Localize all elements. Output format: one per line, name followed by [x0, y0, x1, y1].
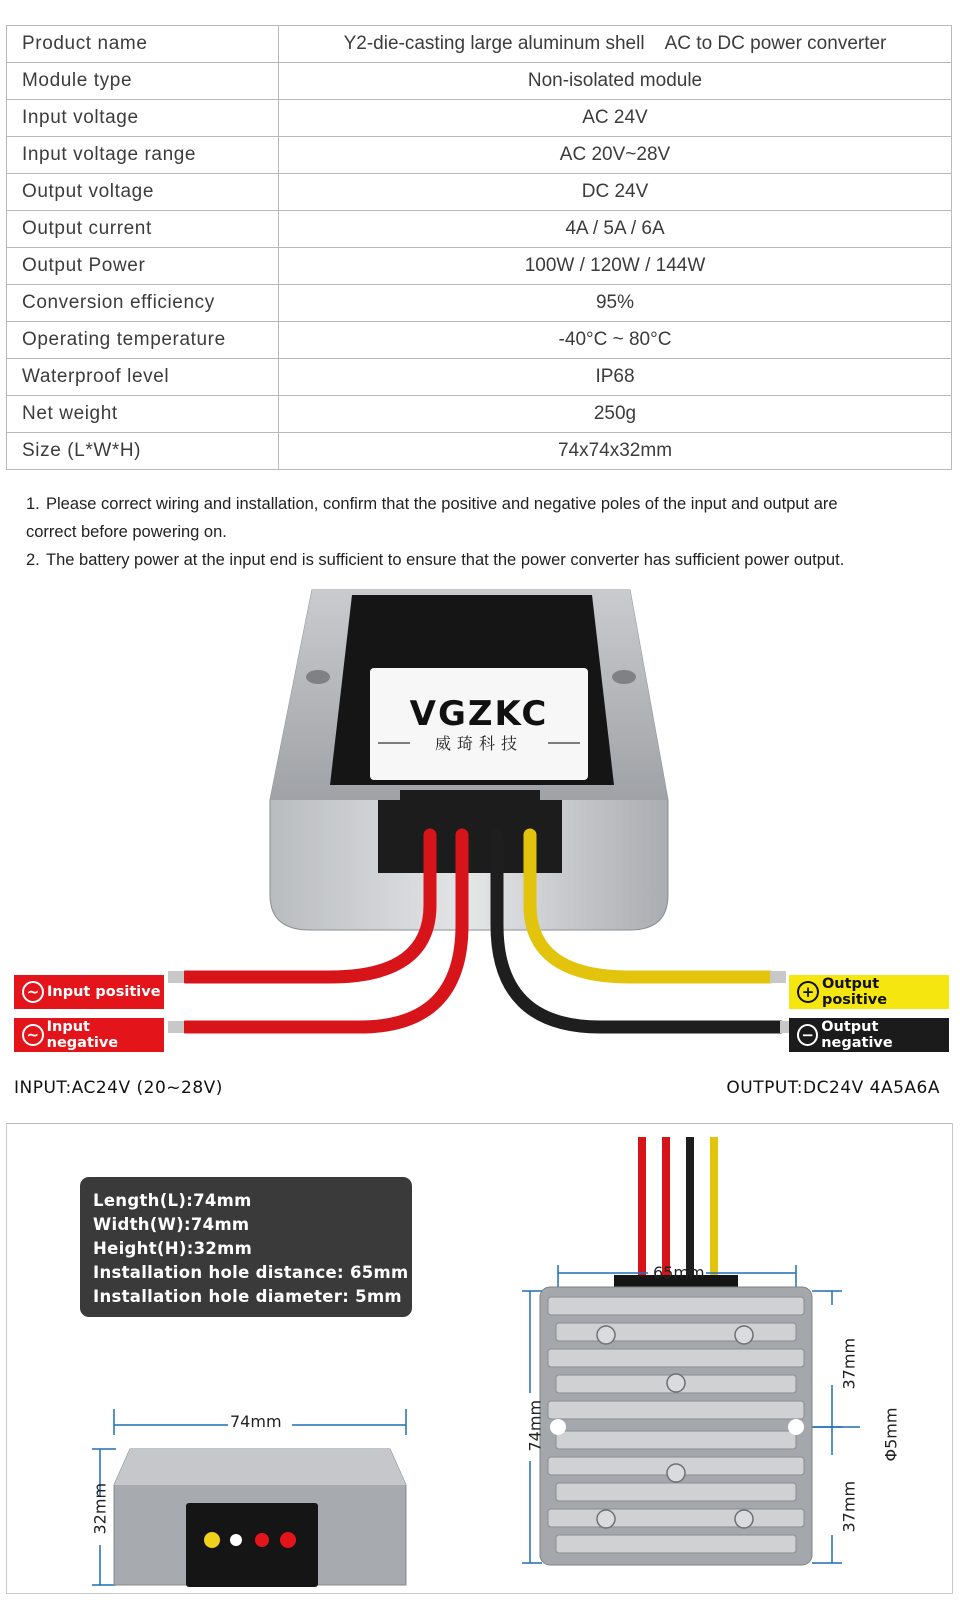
frame-line: [952, 1123, 953, 1593]
dim-length: Length(L):74mm: [93, 1191, 252, 1210]
spec-value: Non-isolated module: [279, 63, 952, 100]
spec-value: AC 24V: [279, 100, 952, 137]
output-positive-label: Output positive: [821, 976, 888, 1008]
spec-value: AC 20V~28V: [279, 137, 952, 174]
note-2: [26, 546, 946, 574]
output-spec: OUTPUT:DC24V 4A5A6A: [726, 1078, 940, 1098]
output-positive-badge: [789, 975, 949, 1009]
spec-row: [7, 100, 952, 137]
ac-wave-icon: ~: [22, 981, 44, 1003]
brand-chinese-label: 威琦科技: [434, 734, 524, 753]
spec-row: [7, 26, 952, 63]
side-view-drawing: [90, 1405, 430, 1595]
spec-value: 95%: [279, 285, 952, 322]
spec-label: Input voltage range: [7, 137, 279, 174]
dim-hole-diameter: Installation hole diameter: 5mm: [93, 1287, 402, 1306]
ac-wave-icon: ~: [22, 1024, 44, 1046]
spec-label: Output voltage: [7, 174, 279, 211]
spec-value: 250g: [279, 396, 952, 433]
spec-label: Module type: [7, 63, 279, 100]
spec-row: [7, 433, 952, 470]
note-2-text: The battery power at the input end is sufficient to ensure that the power converter has sufficient power output.: [46, 551, 845, 569]
spec-value: DC 24V: [279, 174, 952, 211]
spec-row: [7, 322, 952, 359]
spec-label: Conversion efficiency: [7, 285, 279, 322]
spec-value: Y2-die-casting large aluminum shell AC to DC power converter: [279, 26, 952, 63]
spec-label: Output current: [7, 211, 279, 248]
output-negative-badge: [789, 1018, 949, 1052]
minus-icon: −: [797, 1024, 818, 1046]
spec-row: [7, 396, 952, 433]
spec-label: Product name: [7, 26, 279, 63]
input-spec: INPUT:AC24V (20~28V): [14, 1078, 223, 1098]
spec-value: IP68: [279, 359, 952, 396]
spec-label: Input voltage: [7, 100, 279, 137]
side-height-label: 32mm: [90, 1482, 110, 1535]
plus-icon: +: [797, 981, 819, 1003]
input-negative-badge: [14, 1018, 164, 1052]
spec-value: 4A / 5A / 6A: [279, 211, 952, 248]
output-negative-label: Output negative: [821, 1019, 893, 1051]
note-1-number: 1.: [26, 495, 40, 513]
dim-hole-distance: Installation hole distance: 65mm: [93, 1263, 409, 1282]
spec-label: Net weight: [7, 396, 279, 433]
frame-line: [6, 1123, 7, 1593]
brand-label: VGZKC: [409, 694, 549, 734]
spec-label: Operating temperature: [7, 322, 279, 359]
note-1-continued: correct before powering on.: [26, 523, 227, 541]
input-positive-label: Input positive: [47, 984, 161, 1000]
spec-row: [7, 285, 952, 322]
dim-width: Width(W):74mm: [93, 1215, 250, 1234]
spec-label: Output Power: [7, 248, 279, 285]
dim-height: Height(H):32mm: [93, 1239, 253, 1258]
note-2-number: 2.: [26, 551, 40, 569]
spec-row: [7, 174, 952, 211]
side-width-label: 74mm: [230, 1412, 282, 1431]
input-positive-badge: [14, 975, 164, 1009]
section-divider: [6, 1123, 952, 1124]
spec-row: [7, 63, 952, 100]
spec-row: [7, 248, 952, 285]
top-length-label: 74mm: [525, 1399, 545, 1452]
spec-label: Size (L*W*H): [7, 433, 279, 470]
spec-table: [6, 25, 952, 470]
hole-diameter-label: Φ5mm: [881, 1407, 901, 1462]
dimensions-summary: [80, 1177, 412, 1317]
spec-label: Waterproof level: [7, 359, 279, 396]
top-view-drawing: [520, 1135, 880, 1595]
spec-row: [7, 137, 952, 174]
spec-row: [7, 359, 952, 396]
spec-value: 100W / 120W / 144W: [279, 248, 952, 285]
top-half-lower-label: 37mm: [839, 1480, 859, 1533]
spec-value: -40°C ~ 80°C: [279, 322, 952, 359]
installation-notes: [26, 490, 946, 574]
note-1: [26, 490, 946, 518]
input-negative-label: Input negative: [46, 1019, 119, 1051]
top-hole-distance-label: 65mm: [653, 1263, 705, 1282]
note-1-text: Please correct wiring and installation, confirm that the positive and negative poles of the input and output are: [46, 495, 838, 513]
spec-row: [7, 211, 952, 248]
spec-value: 74x74x32mm: [279, 433, 952, 470]
top-half-upper-label: 37mm: [839, 1337, 859, 1390]
